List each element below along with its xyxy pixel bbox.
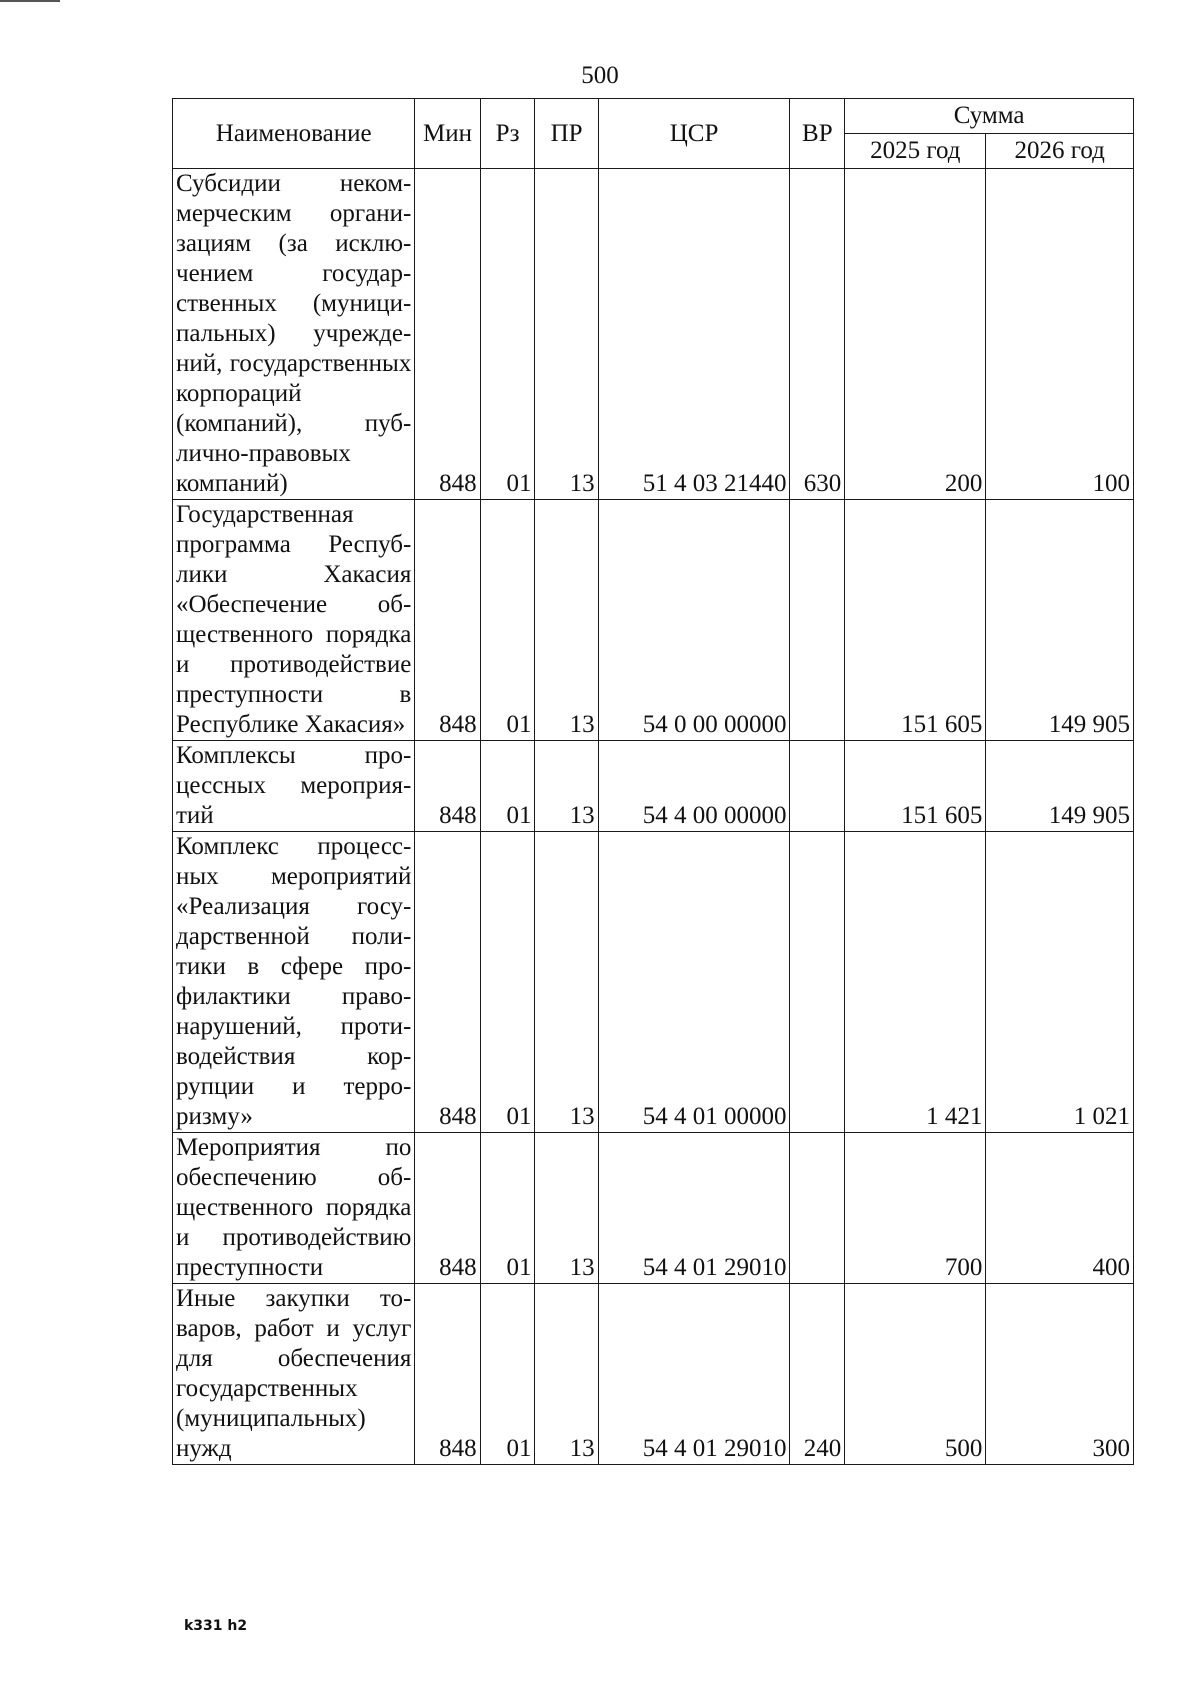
row-min: 848 [415, 741, 480, 832]
row-vr: 240 [790, 1284, 845, 1465]
row-rz: 01 [480, 832, 535, 1133]
row-sum-2026: 300 [986, 1284, 1134, 1465]
row-csr: 51 4 03 21440 [598, 169, 790, 500]
row-csr: 54 4 01 00000 [598, 832, 790, 1133]
row-pr: 13 [535, 1284, 598, 1465]
row-min: 848 [415, 832, 480, 1133]
header-vr: ВР [790, 99, 845, 169]
row-name: Субсидии некоммерческим организациям (за исключением государственных (муниципальных) учреждений, государственных корпораций (компаний), публично-правовых компаний) [173, 169, 415, 500]
row-vr [790, 500, 845, 741]
row-name: Мероприятия по обеспечению общественного порядка и противодействию преступности [173, 1133, 415, 1284]
row-min: 848 [415, 169, 480, 500]
table-row [173, 741, 1134, 832]
scan-edge-mark [0, 0, 60, 2]
row-csr: 54 4 00 00000 [598, 741, 790, 832]
row-sum-2025: 151 605 [845, 500, 986, 741]
table-row [173, 1133, 1134, 1284]
row-sum-2025: 200 [845, 169, 986, 500]
row-csr: 54 0 00 00000 [598, 500, 790, 741]
row-sum-2025: 151 605 [845, 741, 986, 832]
row-rz: 01 [480, 1284, 535, 1465]
row-vr [790, 741, 845, 832]
row-sum-2026: 400 [986, 1133, 1134, 1284]
row-sum-2025: 500 [845, 1284, 986, 1465]
row-pr: 13 [535, 741, 598, 832]
row-name: Комплекс процессных мероприятий «Реализация государственной политики в сфере профилактики правонарушений, противодействия коррупции и терроризму» [173, 832, 415, 1133]
footer-code: k331 h2 [184, 1618, 248, 1634]
row-csr: 54 4 01 29010 [598, 1284, 790, 1465]
row-vr: 630 [790, 169, 845, 500]
row-sum-2026: 100 [986, 169, 1134, 500]
page-number: 500 [581, 62, 619, 89]
row-sum-2025: 700 [845, 1133, 986, 1284]
row-sum-2026: 149 905 [986, 500, 1134, 741]
row-rz: 01 [480, 500, 535, 741]
header-row-top [173, 99, 1134, 134]
header-pr: ПР [535, 99, 598, 169]
row-sum-2026: 149 905 [986, 741, 1134, 832]
row-rz: 01 [480, 1133, 535, 1284]
header-csr: ЦСР [598, 99, 790, 169]
header-sum: Сумма [845, 99, 1134, 134]
row-name: Государственная программа Республики Хакасия «Обеспечение общественного порядка и противодействие преступности в Республике Хакасия» [173, 500, 415, 741]
row-pr: 13 [535, 1133, 598, 1284]
header-min: Мин [415, 99, 480, 169]
row-min: 848 [415, 1284, 480, 1465]
row-rz: 01 [480, 169, 535, 500]
row-pr: 13 [535, 832, 598, 1133]
table-row [173, 500, 1134, 741]
header-name: Наименование [173, 99, 415, 169]
table-row [173, 1284, 1134, 1465]
row-rz: 01 [480, 741, 535, 832]
budget-table [172, 98, 1134, 1465]
row-min: 848 [415, 1133, 480, 1284]
row-name: Иные закупки товаров, работ и услуг для обеспечения государственных (муниципальных) нужд [173, 1284, 415, 1465]
header-year-2025: 2025 год [845, 134, 986, 169]
row-vr [790, 1133, 845, 1284]
row-name: Комплексы процессных мероприятий [173, 741, 415, 832]
table-row [173, 169, 1134, 500]
row-csr: 54 4 01 29010 [598, 1133, 790, 1284]
row-vr [790, 832, 845, 1133]
row-sum-2026: 1 021 [986, 832, 1134, 1133]
row-min: 848 [415, 500, 480, 741]
header-year-2026: 2026 год [986, 134, 1134, 169]
row-pr: 13 [535, 500, 598, 741]
table-row [173, 832, 1134, 1133]
header-rz: Рз [480, 99, 535, 169]
row-sum-2025: 1 421 [845, 832, 986, 1133]
row-pr: 13 [535, 169, 598, 500]
